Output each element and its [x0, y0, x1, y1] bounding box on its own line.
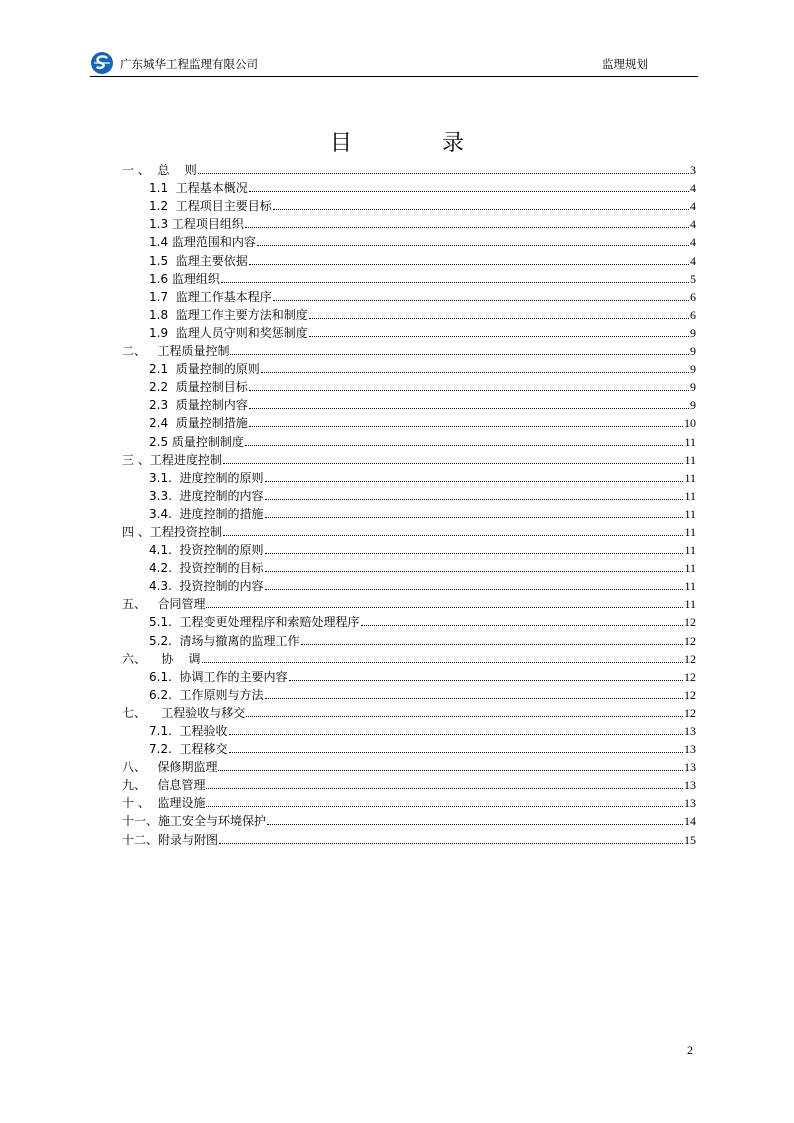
- toc-entry-label: 4.1. 投资控制的原则: [149, 543, 264, 558]
- toc-entry-page: 11: [684, 506, 696, 521]
- toc-entry[interactable]: [122, 249, 696, 267]
- toc-dot-leader: [273, 300, 689, 301]
- toc-entry-page: 11: [684, 579, 696, 594]
- toc-entry[interactable]: [122, 684, 696, 702]
- toc-entry-label: 1.6 监理组织: [149, 271, 220, 286]
- toc-entry-page: 13: [684, 742, 696, 757]
- toc-entry-page: 3: [690, 163, 696, 178]
- toc-dot-leader: [249, 408, 689, 409]
- document-type: 监理规划: [602, 57, 648, 71]
- toc-entry[interactable]: [122, 430, 696, 448]
- toc-entry[interactable]: [122, 720, 696, 738]
- toc-entry-label: 1.8 监理工作主要方法和制度: [149, 307, 308, 322]
- toc-entry-label: 4.3. 投资控制的内容: [149, 579, 264, 594]
- toc-dot-leader: [206, 806, 683, 807]
- toc-entry-page: 11: [684, 561, 696, 576]
- table-of-contents: [122, 159, 696, 847]
- toc-dot-leader: [223, 463, 684, 464]
- toc-dot-leader: [309, 336, 689, 337]
- toc-entry-page: 12: [684, 669, 696, 684]
- toc-entry-page: 6: [690, 289, 696, 304]
- toc-dot-leader: [249, 390, 689, 391]
- toc-entry-page: 9: [690, 344, 696, 359]
- toc-entry[interactable]: [122, 213, 696, 231]
- toc-entry-label: 2.4 质量控制措施: [149, 416, 248, 431]
- toc-entry[interactable]: [122, 810, 696, 828]
- toc-entry[interactable]: [122, 304, 696, 322]
- toc-entry[interactable]: [122, 322, 696, 340]
- toc-entry-label: 6.1. 协调工作的主要内容: [149, 669, 288, 684]
- toc-dot-leader: [267, 824, 683, 825]
- toc-entry-page: 9: [690, 398, 696, 413]
- toc-entry-page: 9: [690, 325, 696, 340]
- toc-entry-page: 11: [684, 543, 696, 558]
- toc-dot-leader: [309, 318, 689, 319]
- toc-entry-label: 1.5 监理主要依据: [149, 253, 248, 268]
- toc-entry[interactable]: [122, 774, 696, 792]
- toc-entry-page: 4: [690, 253, 696, 268]
- toc-entry[interactable]: [122, 449, 696, 467]
- toc-entry[interactable]: [122, 268, 696, 286]
- toc-entry[interactable]: [122, 521, 696, 539]
- toc-entry[interactable]: [122, 702, 696, 720]
- toc-dot-leader: [229, 752, 683, 753]
- toc-entry-label: 1.4 监理范围和内容: [149, 235, 256, 250]
- toc-dot-leader: [245, 445, 684, 446]
- toc-entry-label: 5.2. 清场与撤离的监理工作: [149, 633, 300, 648]
- toc-entry-page: 6: [690, 307, 696, 322]
- toc-entry-label: 七、 工程验收与移交: [122, 705, 246, 720]
- toc-entry-label: 二、 工程质量控制: [122, 344, 230, 359]
- toc-entry[interactable]: [122, 376, 696, 394]
- toc-entry[interactable]: [122, 629, 696, 647]
- toc-entry[interactable]: [122, 286, 696, 304]
- toc-dot-leader: [230, 354, 689, 355]
- toc-entry[interactable]: [122, 792, 696, 810]
- page-header: [90, 50, 698, 77]
- toc-entry[interactable]: [122, 593, 696, 611]
- toc-entry-page: 12: [684, 633, 696, 648]
- toc-entry-page: 11: [684, 597, 696, 612]
- toc-dot-leader: [249, 426, 683, 427]
- toc-dot-leader: [261, 372, 689, 373]
- toc-dot-leader: [223, 535, 684, 536]
- toc-dot-leader: [246, 716, 683, 717]
- toc-entry-label: 1.3 工程项目组织: [149, 217, 244, 232]
- toc-entry[interactable]: [122, 648, 696, 666]
- toc-dot-leader: [265, 571, 684, 572]
- toc-dot-leader: [206, 607, 683, 608]
- toc-entry-page: 9: [690, 362, 696, 377]
- toc-title-char-1: 目: [329, 131, 352, 156]
- toc-dot-leader: [265, 481, 684, 482]
- toc-entry-page: 10: [684, 416, 696, 431]
- toc-entry-label: 7.1. 工程验收: [149, 724, 228, 738]
- toc-entry-page: 11: [684, 452, 696, 467]
- toc-dot-leader: [265, 517, 684, 518]
- toc-dot-leader: [265, 499, 684, 500]
- toc-entry-page: 12: [684, 687, 696, 702]
- page-number: 2: [687, 1043, 693, 1057]
- toc-entry[interactable]: [122, 539, 696, 557]
- toc-entry-page: 4: [690, 181, 696, 196]
- toc-entry[interactable]: [122, 394, 696, 412]
- toc-dot-leader: [289, 680, 683, 681]
- toc-entry-page: 12: [684, 615, 696, 630]
- toc-entry-label: 1.1 工程基本概况: [149, 181, 248, 196]
- toc-entry-page: 11: [684, 488, 696, 503]
- toc-entry[interactable]: [122, 159, 696, 177]
- toc-entry[interactable]: [122, 738, 696, 756]
- toc-dot-leader: [273, 209, 689, 210]
- toc-dot-leader: [198, 173, 689, 174]
- toc-entry-page: 12: [684, 651, 696, 666]
- toc-entry[interactable]: [122, 485, 696, 503]
- toc-entry-page: 11: [684, 470, 696, 485]
- toc-entry-page: 9: [690, 380, 696, 395]
- toc-dot-leader: [257, 245, 689, 246]
- toc-dot-leader: [229, 734, 683, 735]
- toc-entry-page: 12: [684, 705, 696, 720]
- toc-entry-page: 4: [690, 235, 696, 250]
- toc-entry-page: 11: [684, 434, 696, 449]
- toc-entry-label: 五、 合同管理: [122, 597, 206, 612]
- toc-entry[interactable]: [122, 412, 696, 430]
- toc-entry-label: 一 、 总 则: [122, 163, 197, 178]
- toc-entry-page: 4: [690, 217, 696, 232]
- toc-entry[interactable]: [122, 503, 696, 521]
- toc-entry-label: 九、 信息管理: [122, 778, 206, 793]
- toc-dot-leader: [206, 788, 683, 789]
- toc-entry-label: 1.7 监理工作基本程序: [149, 289, 272, 304]
- toc-entry[interactable]: [122, 828, 696, 846]
- toc-entry[interactable]: [122, 195, 696, 213]
- toc-entry[interactable]: [122, 358, 696, 376]
- toc-dot-leader: [249, 191, 689, 192]
- toc-entry-label: 三 、工程进度控制: [122, 452, 222, 467]
- toc-entry-page: 4: [690, 199, 696, 214]
- toc-entry[interactable]: [122, 231, 696, 249]
- toc-entry[interactable]: [122, 557, 696, 575]
- toc-dot-leader: [265, 698, 683, 699]
- toc-entry-label: 十二、附录与附图: [122, 832, 219, 847]
- toc-dot-leader: [361, 625, 683, 626]
- toc-entry[interactable]: [122, 666, 696, 684]
- toc-entry-label: 3.1. 进度控制的原则: [149, 470, 264, 485]
- toc-entry-label: 3.4. 进度控制的措施: [149, 506, 264, 521]
- toc-entry-label: 2.1 质量控制的原则: [149, 362, 260, 377]
- toc-entry-label: 十 、 监理设施: [122, 796, 206, 811]
- toc-dot-leader: [221, 282, 689, 283]
- toc-title-char-2: 录: [442, 131, 465, 156]
- toc-entry-label: 5.1. 工程变更处理程序和索赔处理程序: [149, 615, 360, 630]
- toc-entry-page: 14: [684, 814, 696, 829]
- toc-dot-leader: [219, 843, 683, 844]
- toc-dot-leader: [249, 264, 689, 265]
- company-logo-icon: [90, 51, 114, 75]
- toc-dot-leader: [265, 589, 684, 590]
- toc-entry-page: 13: [684, 796, 696, 811]
- toc-entry-label: 7.2. 工程移交: [149, 742, 228, 757]
- toc-entry[interactable]: [122, 611, 696, 629]
- toc-entry-label: 3.3. 进度控制的内容: [149, 488, 264, 503]
- toc-entry-page: 15: [684, 832, 696, 847]
- toc-entry-page: 13: [684, 760, 696, 775]
- toc-entry-label: 1.9 监理人员守则和奖惩制度: [149, 325, 308, 340]
- toc-entry-label: 八、 保修期监理: [122, 760, 218, 775]
- toc-entry-page: 11: [684, 524, 696, 539]
- toc-entry[interactable]: [122, 467, 696, 485]
- toc-entry-label: 2.2 质量控制目标: [149, 380, 248, 395]
- toc-entry[interactable]: [122, 756, 696, 774]
- toc-dot-leader: [245, 227, 689, 228]
- toc-dot-leader: [301, 644, 683, 645]
- toc-entry-page: 5: [690, 271, 696, 286]
- toc-dot-leader: [218, 770, 683, 771]
- toc-entry-label: 2.5 质量控制制度: [149, 434, 244, 449]
- toc-entry-label: 6.2. 工作原则与方法: [149, 687, 264, 702]
- company-name: 广东城华工程监理有限公司: [120, 57, 258, 71]
- toc-dot-leader: [202, 662, 683, 663]
- toc-entry-page: 13: [684, 778, 696, 793]
- toc-title: [0, 130, 794, 158]
- toc-entry-label: 六、 协 调: [122, 651, 201, 666]
- toc-entry[interactable]: [122, 177, 696, 195]
- toc-entry-label: 十一、施工安全与环境保护: [122, 814, 267, 829]
- toc-entry-page: 13: [684, 724, 696, 738]
- toc-dot-leader: [265, 553, 684, 554]
- toc-entry-label: 4.2. 投资控制的目标: [149, 561, 264, 576]
- toc-entry-label: 1.2 工程项目主要目标: [149, 199, 272, 214]
- toc-entry-label: 2.3 质量控制内容: [149, 398, 248, 413]
- toc-entry-label: 四 、工程投资控制: [122, 524, 222, 539]
- toc-entry[interactable]: [122, 575, 696, 593]
- toc-entry[interactable]: [122, 340, 696, 358]
